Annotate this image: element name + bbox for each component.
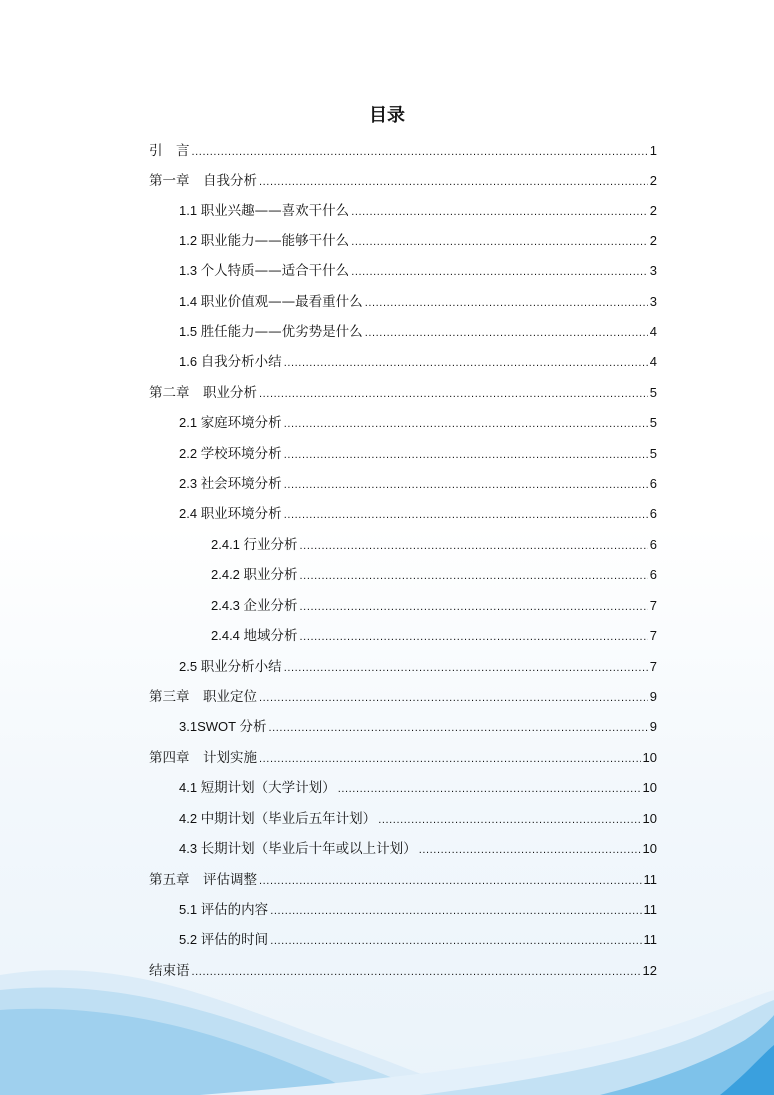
toc-entry[interactable] <box>179 778 657 798</box>
toc-entry-page: 2 <box>649 233 657 248</box>
toc-entry-label: 4.2 中期计划（毕业后五年计划） <box>179 811 377 827</box>
dot-leader <box>284 446 648 464</box>
toc-entry-label: 第五章 评估调整 <box>149 872 257 888</box>
dot-leader <box>300 598 648 616</box>
dot-leader <box>284 354 648 372</box>
toc-entry-label: 5.1 评估的内容 <box>179 902 269 918</box>
toc-entry[interactable] <box>149 961 657 981</box>
toc-entry-page: 7 <box>649 628 657 643</box>
toc-entry-page: 7 <box>649 598 657 613</box>
toc-entry-page: 6 <box>649 476 657 491</box>
toc-entry-label: 2.2 学校环境分析 <box>179 446 282 462</box>
toc-entry-page: 6 <box>649 537 657 552</box>
toc-entry-label: 第一章 自我分析 <box>149 173 257 189</box>
toc-entry[interactable] <box>179 201 657 221</box>
dot-leader <box>351 263 648 281</box>
toc-entry-label: 1.1 职业兴趣——喜欢干什么 <box>179 203 350 219</box>
toc-entry-label: 1.3 个人特质——适合干什么 <box>179 263 350 279</box>
toc-entry-page: 6 <box>649 506 657 521</box>
toc-entry-label: 2.4.3 企业分析 <box>211 598 298 614</box>
toc-entry[interactable] <box>179 809 657 829</box>
toc-entry-label: 1.5 胜任能力——优劣势是什么 <box>179 324 363 340</box>
dot-leader <box>284 659 648 677</box>
dot-leader <box>284 506 648 524</box>
toc-entry[interactable] <box>179 900 657 920</box>
toc-entry[interactable] <box>211 596 657 616</box>
toc-entry[interactable] <box>179 504 657 524</box>
toc-entry[interactable] <box>149 171 657 191</box>
toc-entry-label: 结束语 <box>149 963 190 979</box>
dot-leader <box>259 173 648 191</box>
toc-entry[interactable] <box>179 930 657 950</box>
toc-entry[interactable] <box>211 535 657 555</box>
dot-leader <box>300 537 648 555</box>
toc-entry-label: 第四章 计划实施 <box>149 750 257 766</box>
dot-leader <box>300 628 648 646</box>
toc-entry-label: 4.3 长期计划（毕业后十年或以上计划） <box>179 841 417 857</box>
toc-entry-label: 2.3 社会环境分析 <box>179 476 282 492</box>
toc-entry-page: 11 <box>643 902 657 917</box>
toc-entry[interactable] <box>179 717 657 737</box>
toc-entry-page: 10 <box>642 841 657 856</box>
toc-entry-page: 5 <box>649 446 657 461</box>
toc-entry-label: 第二章 职业分析 <box>149 385 257 401</box>
dot-leader <box>259 385 648 403</box>
toc-entry-label: 5.2 评估的时间 <box>179 932 269 948</box>
toc-entry[interactable] <box>179 657 657 677</box>
toc-entry-page: 3 <box>649 294 657 309</box>
toc-entry-page: 10 <box>642 780 657 795</box>
toc-entry[interactable] <box>149 687 657 707</box>
dot-leader <box>378 811 640 829</box>
toc-entry[interactable] <box>179 231 657 251</box>
toc-entry-label: 2.1 家庭环境分析 <box>179 415 282 431</box>
toc-entry[interactable] <box>149 748 657 768</box>
toc-entry-label: 1.6 自我分析小结 <box>179 354 282 370</box>
toc-entry-page: 4 <box>649 324 657 339</box>
dot-leader <box>259 872 642 890</box>
toc-entry-page: 7 <box>649 659 657 674</box>
toc-entry-page: 11 <box>643 872 657 887</box>
toc-entry-page: 9 <box>649 719 657 734</box>
toc-entry-label: 2.5 职业分析小结 <box>179 659 282 675</box>
toc-entry-page: 5 <box>649 385 657 400</box>
dot-leader <box>268 719 647 737</box>
toc-entry-page: 11 <box>643 932 657 947</box>
toc-entry[interactable] <box>211 565 657 585</box>
toc-entry-page: 5 <box>649 415 657 430</box>
toc-entry-label: 4.1 短期计划（大学计划） <box>179 780 336 796</box>
toc-entry[interactable] <box>179 413 657 433</box>
toc-entry[interactable] <box>179 292 657 312</box>
toc-entry[interactable] <box>179 444 657 464</box>
toc-entry-page: 10 <box>642 750 657 765</box>
toc-entry-page: 10 <box>642 811 657 826</box>
toc-entry-label: 引 言 <box>149 143 190 159</box>
dot-leader <box>270 932 641 950</box>
toc-entry[interactable] <box>149 870 657 890</box>
toc-entry-page: 3 <box>649 263 657 278</box>
dot-leader <box>284 476 648 494</box>
dot-leader <box>192 143 648 161</box>
toc-entry-page: 2 <box>649 203 657 218</box>
toc-entry[interactable] <box>179 352 657 372</box>
dot-leader <box>351 233 648 251</box>
toc-entry-page: 4 <box>649 354 657 369</box>
toc-entry[interactable] <box>149 141 657 161</box>
toc-entry[interactable] <box>149 383 657 403</box>
toc-entry-label: 第三章 职业定位 <box>149 689 257 705</box>
dot-leader <box>351 203 648 221</box>
toc-entry-label: 1.4 职业价值观——最看重什么 <box>179 294 363 310</box>
dot-leader <box>365 294 648 312</box>
toc-entry-page: 1 <box>649 143 657 158</box>
dot-leader <box>419 841 641 859</box>
toc-entry[interactable] <box>179 322 657 342</box>
toc-entry-label: 2.4 职业环境分析 <box>179 506 282 522</box>
toc-entry-page: 6 <box>649 567 657 582</box>
dot-leader <box>338 780 641 798</box>
dot-leader <box>300 567 648 585</box>
dot-leader <box>365 324 648 342</box>
dot-leader <box>192 963 641 981</box>
toc-entry-label: 1.2 职业能力——能够干什么 <box>179 233 350 249</box>
toc-entry-label: 2.4.1 行业分析 <box>211 537 298 553</box>
toc-entry-page: 12 <box>642 963 657 978</box>
toc-entry-label: 3.1SWOT 分析 <box>179 719 267 735</box>
dot-leader <box>270 902 641 920</box>
toc-title: 目录 <box>369 105 405 126</box>
toc-entry[interactable] <box>179 261 657 281</box>
dot-leader <box>259 689 648 707</box>
toc-entry[interactable] <box>179 474 657 494</box>
toc-entry-label: 2.4.2 职业分析 <box>211 567 298 583</box>
toc-entry[interactable] <box>179 839 657 859</box>
dot-leader <box>284 415 648 433</box>
toc-entry-page: 9 <box>649 689 657 704</box>
toc-entry[interactable] <box>211 626 657 646</box>
dot-leader <box>259 750 641 768</box>
toc-entry-label: 2.4.4 地域分析 <box>211 628 298 644</box>
toc-entry-page: 2 <box>649 173 657 188</box>
